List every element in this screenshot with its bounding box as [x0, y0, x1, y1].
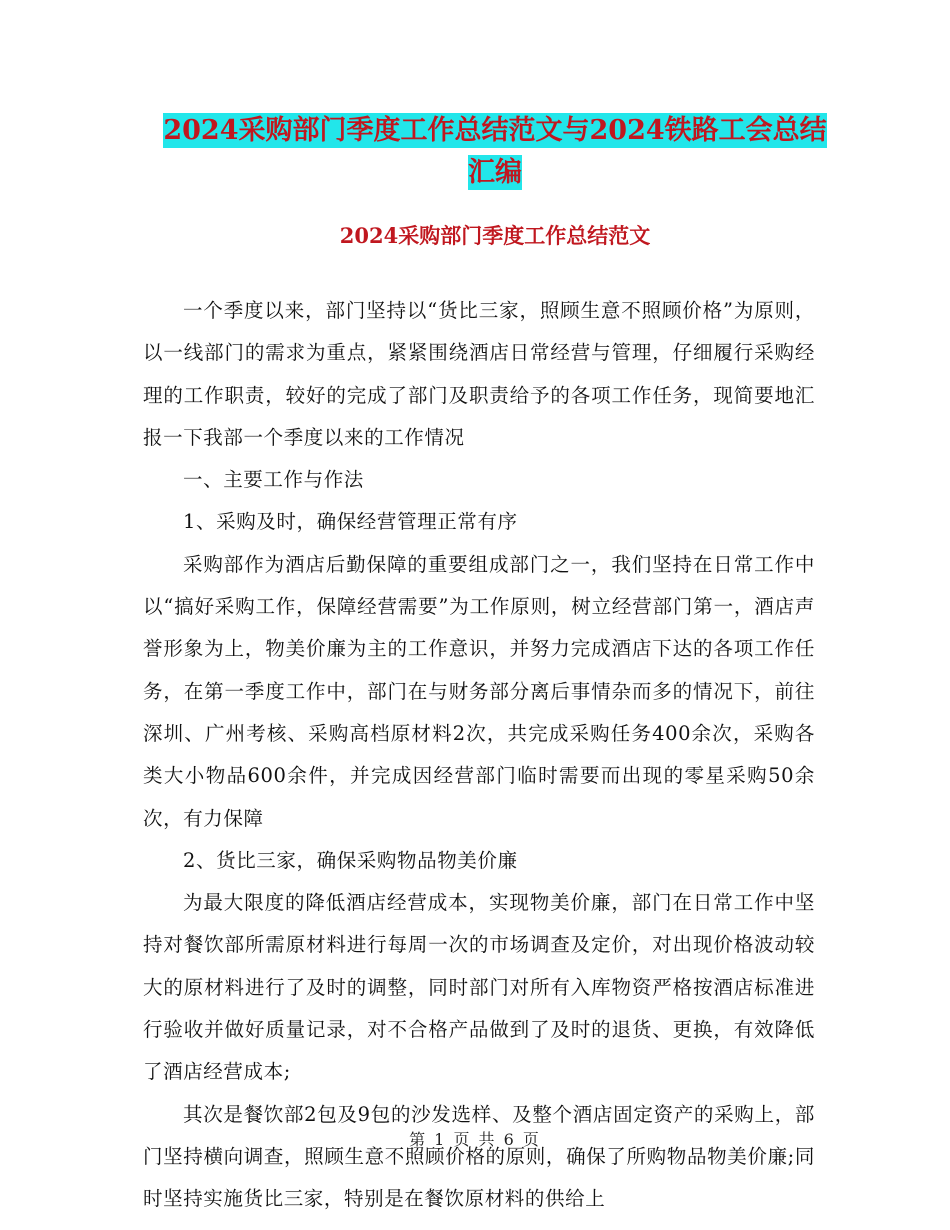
paragraph-cost-reduction: 为最大限度的降低酒店经营成本，实现物美价廉，部门在日常工作中坚持对餐饮部所需原材料进行每周一次的市场调查及定价，对出现价格波动较大的原材料进行了及时的调整，同时部门对所有入库物资严格按酒店标准进行验收并做好质量记录，对不合格产品做到了及时的退货、更换，有效降低了酒店经营成本;	[143, 891, 815, 1084]
paragraph-intro: 一个季度以来，部门坚持以“货比三家，照顾生意不照顾价格”为原则，以一线部门的需求为重点，紧紧围绕酒店日常经营与管理，仔细履行采购经理的工作职责，较好的完成了部门及职责给予的各项工作任务，现简要地汇报一下我部一个季度以来的工作情况	[143, 299, 815, 449]
document-title	[140, 110, 850, 194]
paragraph-furniture-purchase: 其次是餐饮部2包及9包的沙发选样、及整个酒店固定资产的采购上，部门坚持横向调查，照顾生意不照顾价格的原则，确保了所购物品物美价廉;同时坚持实施货比三家，特别是在餐饮原材料的供给上	[143, 1102, 815, 1211]
document-body	[143, 290, 815, 1221]
page-number-footer: 第 1 页 共 6 页	[409, 1130, 541, 1149]
section-title: 2024采购部门季度工作总结范文	[339, 223, 651, 248]
subheading-compare-prices: 2、货比三家，确保采购物品物美价廉	[183, 848, 518, 872]
paragraph-timely-purchase: 采购部作为酒店后勤保障的重要组成部门之一，我们坚持在日常工作中以“搞好采购工作，保障经营需要”为工作原则，树立经营部门第一，酒店声誉形象为上，物美价廉为主的工作意识，并努力完成酒店下达的各项工作任务，在第一季度工作中，部门在与财务部分离后事情杂而多的情况下，前往深圳、广州考核、采购高档原材料2次，共完成采购任务400余次，采购各类大小物品600余件，并完成因经营部门临时需要而出现的零星采购50余次，有力保障	[143, 552, 815, 830]
subheading-timely-purchase: 1、采购及时，确保经营管理正常有序	[183, 510, 518, 534]
heading-main-work: 一、主要工作与作法	[183, 468, 364, 492]
title-line-1: 2024采购部门季度工作总结范文与2024铁路工会总结	[163, 115, 827, 146]
title-line-2: 汇编	[468, 157, 522, 188]
